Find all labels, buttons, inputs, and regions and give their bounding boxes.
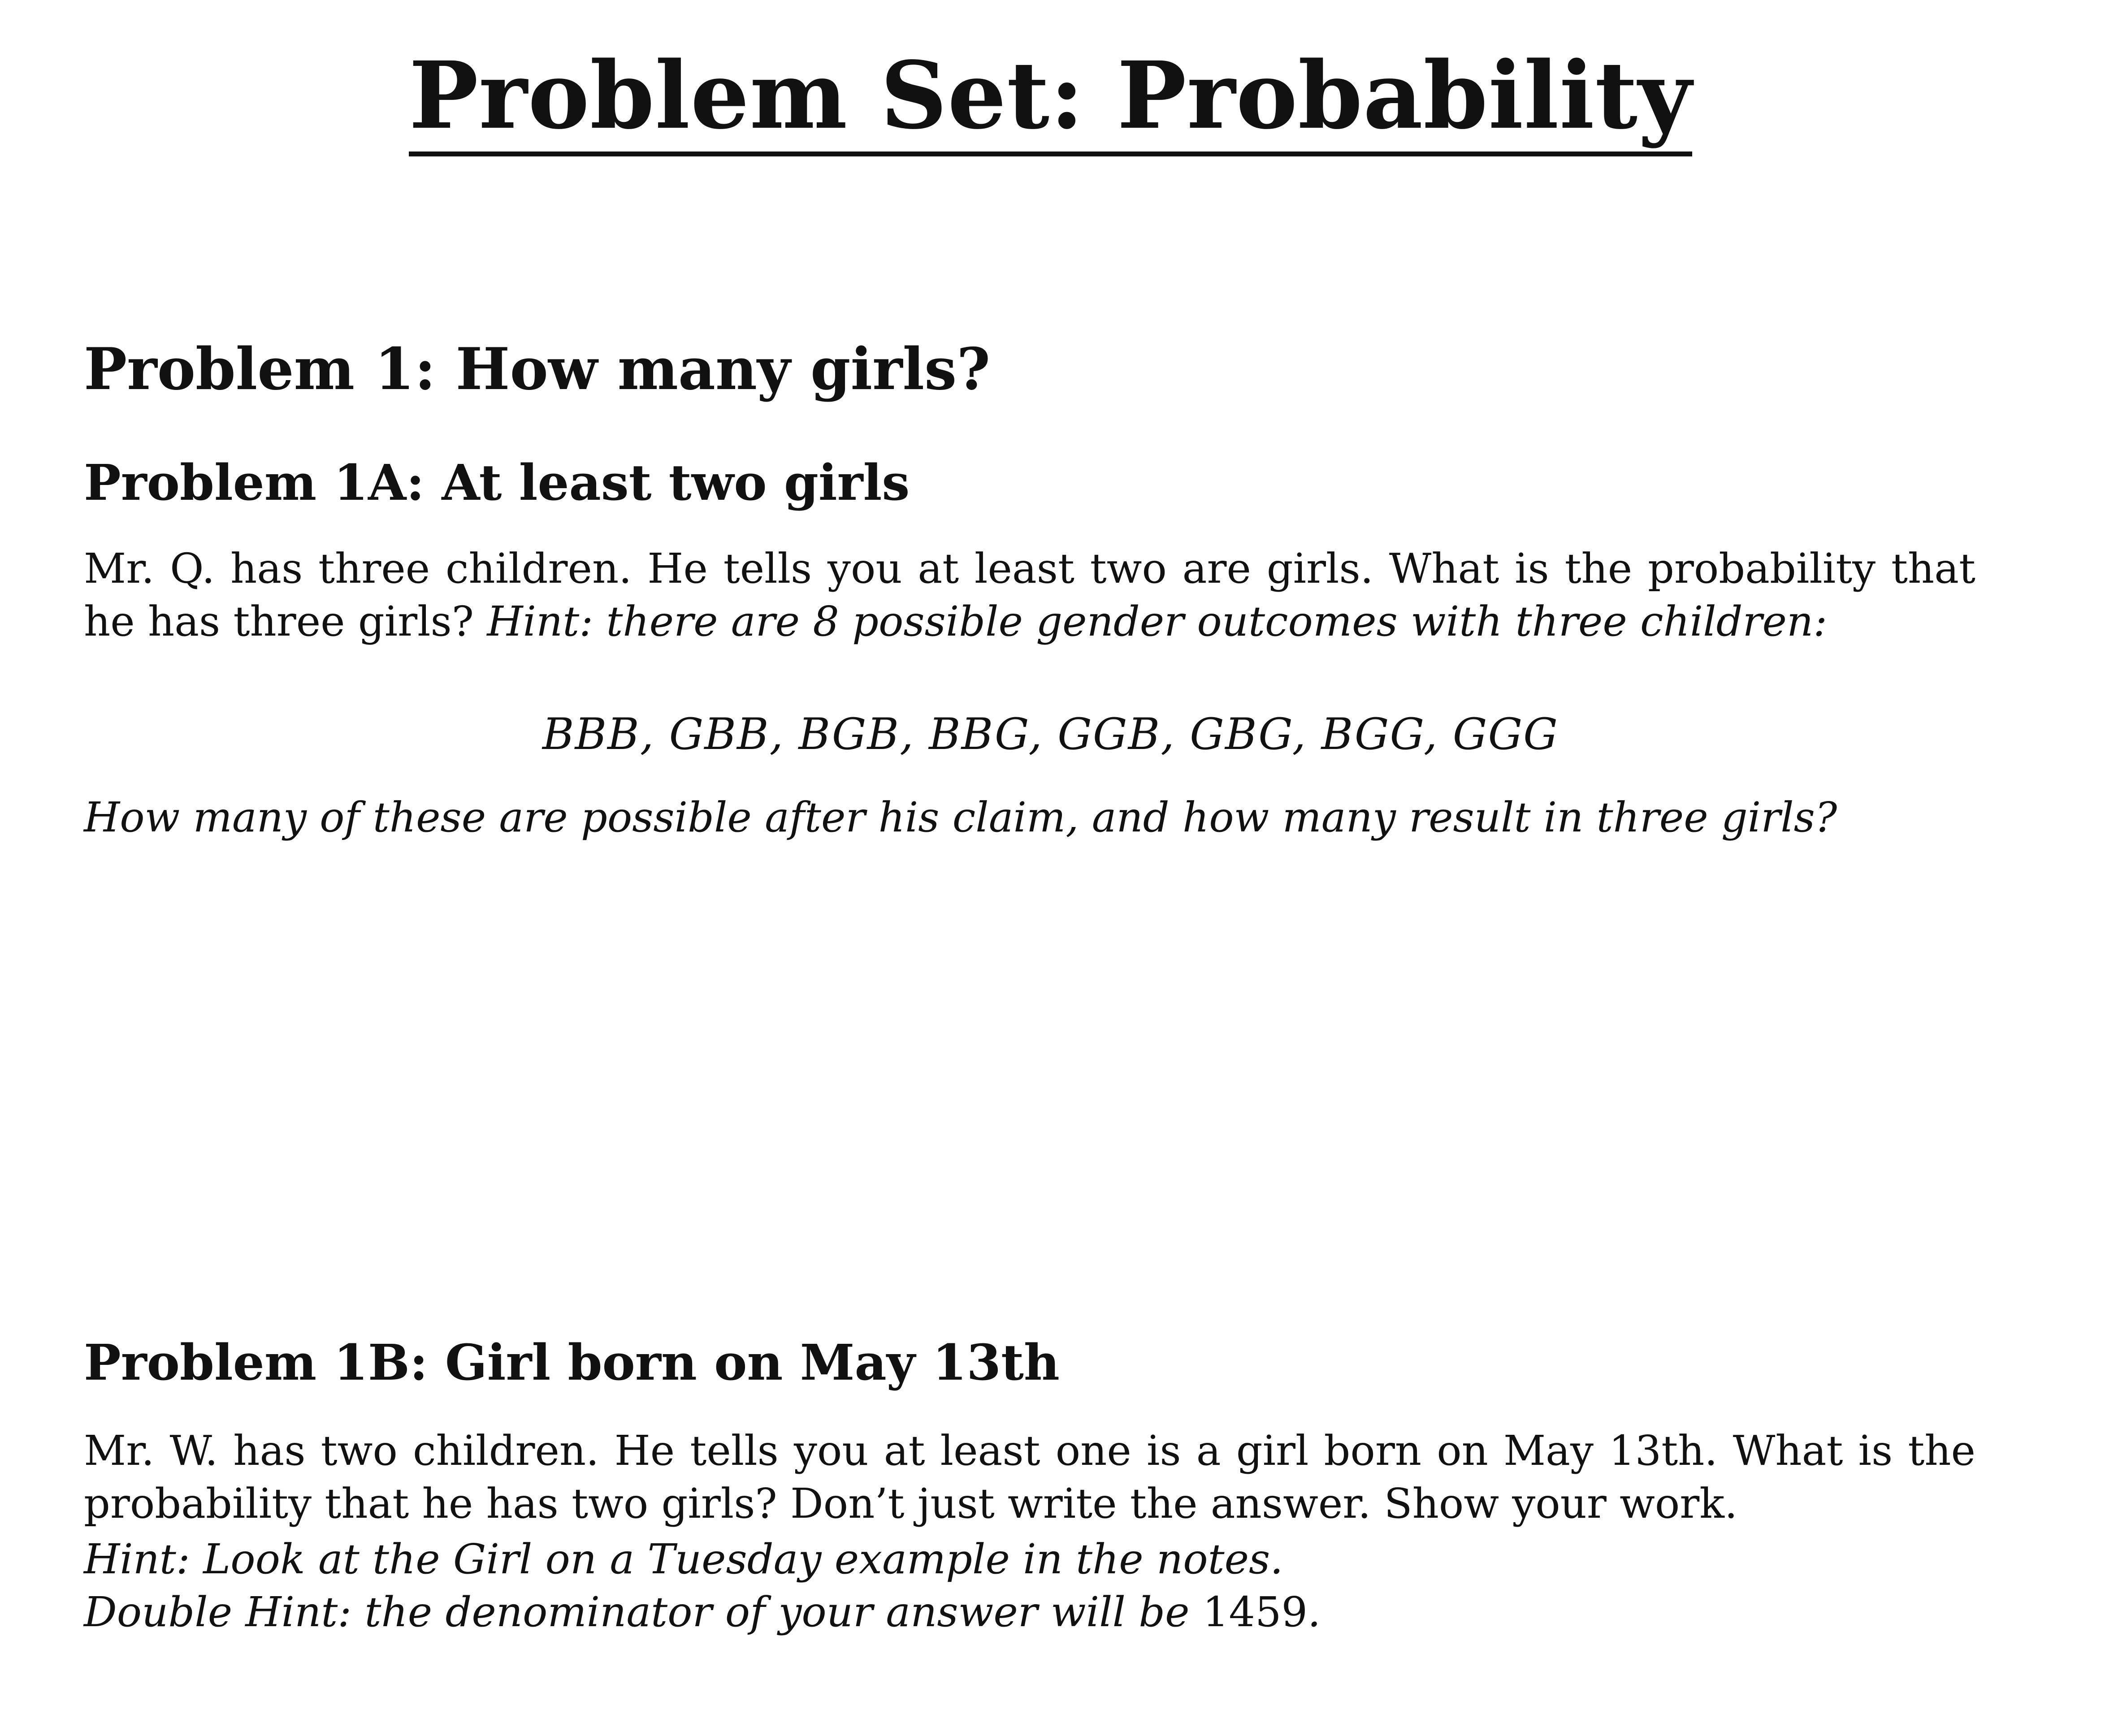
problem-1a-heading: Problem 1A: At least two girls: [84, 454, 910, 511]
problem-1a-followup: How many of these are possible after his claim, and how many result in three girls?: [84, 793, 1837, 841]
problem-1a-statement: [84, 542, 1975, 648]
problem-1a-text: Mr. Q. has three children. He tells you at least two are girls. What is the probability that he has three girls?: [84, 545, 1975, 645]
problem-1-heading: Problem 1: How many girls?: [84, 336, 991, 403]
problem-1b-heading: Problem 1B: Girl born on May 13th: [84, 1333, 1060, 1391]
double-hint-period: .: [1308, 1588, 1321, 1636]
problem-1b-statement: Mr. W. has two children. He tells you at least one is a girl born on May 13th. What is the probability that he has two girls? Don’t just write the answer. Show your work.: [84, 1427, 1975, 1528]
problem-1a-hint: Hint: there are 8 possible gender outcomes with three children:: [487, 597, 1828, 645]
denominator-value: 1459: [1202, 1588, 1308, 1636]
problem-1b-hint: Hint: Look at the Girl on a Tuesday example in the notes.: [84, 1535, 1283, 1583]
document-title: Problem Set: Probability: [409, 49, 1692, 156]
gender-outcomes-list: BBB, GBB, BGB, BBG, GGB, GBG, BGG, GGG: [542, 709, 1559, 759]
title-block: [0, 41, 2101, 156]
double-hint-text: Double Hint: the denominator of your answer will be: [84, 1588, 1190, 1636]
problem-1b-double-hint: [84, 1586, 2011, 1639]
